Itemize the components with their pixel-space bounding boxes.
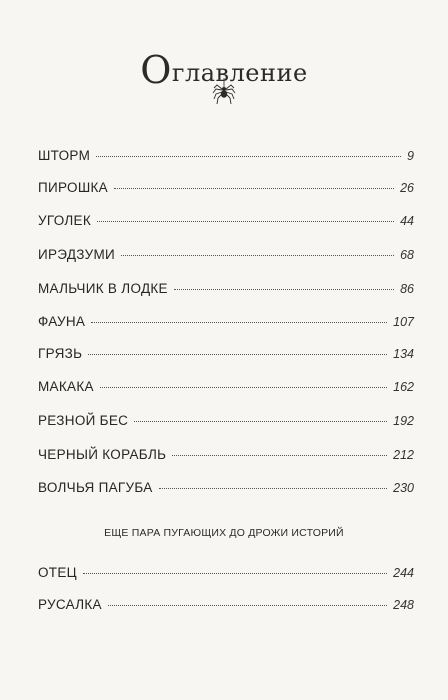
toc-entry-page: 134 <box>393 347 414 361</box>
toc-entry-title: ИРЭДЗУМИ <box>38 247 116 262</box>
toc-entry[interactable] <box>38 413 414 433</box>
toc-entry[interactable] <box>38 281 414 301</box>
toc-entry[interactable] <box>38 480 414 500</box>
title-capital: О <box>140 48 172 92</box>
toc-entry-page: 44 <box>400 214 414 228</box>
toc-entry[interactable] <box>38 213 414 233</box>
toc-entry-title: ВОЛЧЬЯ ПАГУБА <box>38 480 153 495</box>
toc-entry-title: РЕЗНОЙ БЕС <box>38 413 129 428</box>
toc-entry-title: ПИРОШКА <box>38 180 108 195</box>
toc-entry-title: УГОЛЕК <box>38 213 92 228</box>
toc-entry-page: 107 <box>393 315 414 329</box>
toc-leader-dots <box>114 188 394 189</box>
toc-entry[interactable] <box>38 180 414 200</box>
toc-entry-page: 162 <box>393 380 414 394</box>
toc-entry-title: ОТЕЦ <box>38 565 77 580</box>
toc-entry-page: 86 <box>400 282 414 296</box>
toc-entry[interactable] <box>38 346 414 366</box>
title-rest: главление <box>171 59 308 87</box>
toc-entry-page: 26 <box>400 181 414 195</box>
toc-entry[interactable] <box>38 379 414 399</box>
toc-leader-dots <box>88 354 387 355</box>
toc-leader-dots <box>100 387 387 388</box>
toc-leader-dots <box>96 156 401 157</box>
toc-leader-dots <box>174 289 394 290</box>
toc-entry-page: 68 <box>400 248 414 262</box>
toc-leader-dots <box>108 605 387 606</box>
toc-leader-dots <box>97 221 394 222</box>
toc-leader-dots <box>159 488 388 489</box>
toc-entry-page: 9 <box>407 149 414 163</box>
toc-leader-dots <box>83 573 387 574</box>
toc-entry-page: 230 <box>393 481 414 495</box>
toc-entry-title: МАКАКА <box>38 379 94 394</box>
toc-entry-title: РУСАЛКА <box>38 597 102 612</box>
toc-leader-dots <box>121 255 394 256</box>
toc-entry[interactable] <box>38 148 414 168</box>
spider-icon <box>209 78 239 106</box>
toc-entry-page: 192 <box>393 414 414 428</box>
toc-entry[interactable] <box>38 247 414 267</box>
toc-leader-dots <box>134 421 387 422</box>
toc-entry-title: ЧЕРНЫЙ КОРАБЛЬ <box>38 447 167 462</box>
toc-entry-page: 248 <box>393 598 414 612</box>
toc-leader-dots <box>91 322 387 323</box>
toc-entry[interactable] <box>38 314 414 334</box>
toc-entry[interactable] <box>38 597 414 617</box>
toc-entry-page: 212 <box>393 448 414 462</box>
toc-entry[interactable] <box>38 447 414 467</box>
toc-entry-title: ШТОРМ <box>38 148 91 163</box>
toc-entry-title: ГРЯЗЬ <box>38 346 83 361</box>
toc-entry-title: МАЛЬЧИК В ЛОДКЕ <box>38 281 168 296</box>
toc-leader-dots <box>172 455 387 456</box>
toc-entry[interactable] <box>38 565 414 585</box>
toc-entry-title: ФАУНА <box>38 314 86 329</box>
toc-entry-page: 244 <box>393 566 414 580</box>
section-subheading: ЕЩЕ ПАРА ПУГАЮЩИХ ДО ДРОЖИ ИСТОРИЙ <box>104 527 344 539</box>
